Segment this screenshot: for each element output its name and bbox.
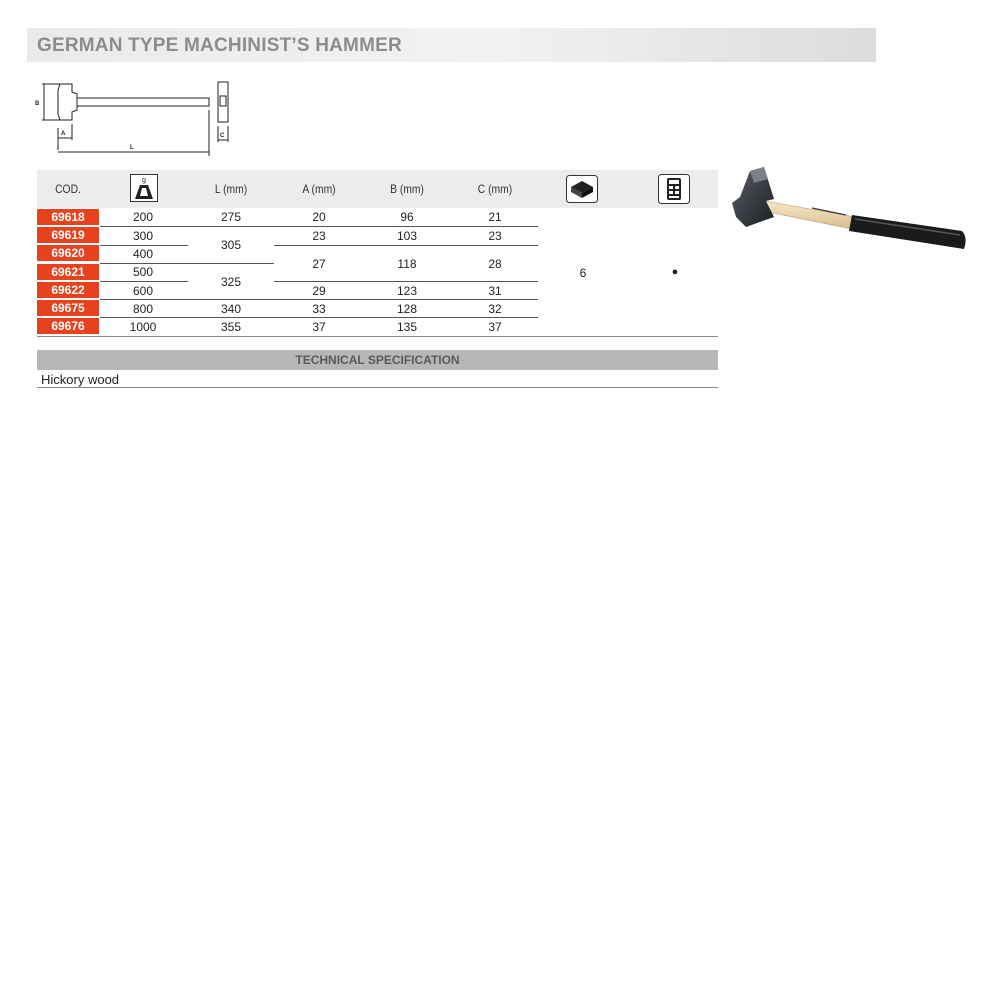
page-title: GERMAN TYPE MACHINIST’S HAMMER [37, 35, 402, 56]
c-cell: 37 [488, 320, 502, 334]
a-cell: 37 [312, 320, 326, 334]
table-bottom-rule [37, 336, 718, 337]
a-cell: 33 [312, 302, 326, 316]
spec-title: TECHNICAL SPECIFICATION [295, 353, 460, 367]
weight-icon [130, 174, 158, 202]
l-cell: 305 [220, 238, 242, 252]
diagram-label-b: B [35, 101, 40, 107]
b-cell: 135 [396, 320, 418, 334]
code-cell: 69620 [37, 245, 99, 261]
header-l: L (mm) [214, 182, 248, 196]
b-cell: 123 [396, 284, 418, 298]
l-cell: 340 [220, 302, 242, 316]
code-cell: 69619 [37, 227, 99, 243]
spec-text: Hickory wood [41, 372, 120, 387]
hammer-product-image [730, 165, 970, 255]
spec-divider [37, 387, 718, 388]
weight-cell: 1000 [129, 320, 157, 334]
header-c: C (mm) [477, 182, 513, 196]
diagram-label-l: L [130, 145, 134, 151]
c-cell: 32 [488, 302, 502, 316]
weight-cell: 300 [132, 229, 154, 243]
box-icon [566, 175, 598, 203]
header-b: B (mm) [390, 182, 424, 196]
code-cell: 69676 [37, 318, 99, 334]
l-cell: 275 [220, 210, 242, 224]
a-cell: 27 [312, 257, 326, 271]
hammer-dimension-diagram [30, 80, 250, 160]
display-mark: ● [671, 266, 679, 278]
c-cell: 28 [488, 257, 502, 271]
weight-cell: 400 [132, 247, 154, 261]
diagram-label-c: C [220, 133, 225, 139]
b-cell: 118 [397, 257, 417, 271]
code-cell: 69618 [37, 209, 99, 225]
c-cell: 31 [488, 284, 502, 298]
code-cell: 69675 [37, 300, 99, 316]
a-cell: 20 [312, 210, 326, 224]
b-cell: 96 [400, 210, 414, 224]
diagram-label-a: A [61, 131, 66, 137]
c-cell: 21 [488, 210, 502, 224]
weight-cell: 200 [132, 210, 154, 224]
weight-unit-label: g [142, 177, 146, 184]
row-divider [188, 263, 274, 264]
header-code: COD. [55, 182, 81, 196]
code-cell: 69622 [37, 282, 99, 298]
l-cell: 355 [220, 320, 242, 334]
title-bar [27, 28, 876, 62]
a-cell: 29 [312, 284, 326, 298]
a-cell: 23 [312, 229, 326, 243]
weight-cell: 500 [132, 265, 154, 279]
row-divider [100, 263, 188, 264]
calculator-icon [658, 174, 690, 204]
row-divider [100, 299, 538, 300]
diagram-hammer-side [42, 84, 209, 156]
pack-quantity: 6 [579, 266, 587, 280]
b-cell: 103 [396, 229, 418, 243]
spec-header [37, 350, 718, 370]
header-a: A (mm) [302, 182, 336, 196]
row-divider [100, 226, 538, 227]
row-divider [100, 281, 188, 282]
b-cell: 128 [396, 302, 418, 316]
row-divider [100, 317, 538, 318]
code-cell: 69621 [37, 264, 99, 280]
row-divider [274, 245, 538, 246]
row-divider [100, 245, 188, 246]
weight-cell: 600 [132, 284, 154, 298]
l-cell: 325 [220, 275, 242, 289]
weight-cell: 800 [132, 302, 154, 316]
row-divider [274, 281, 538, 282]
c-cell: 23 [488, 229, 502, 243]
